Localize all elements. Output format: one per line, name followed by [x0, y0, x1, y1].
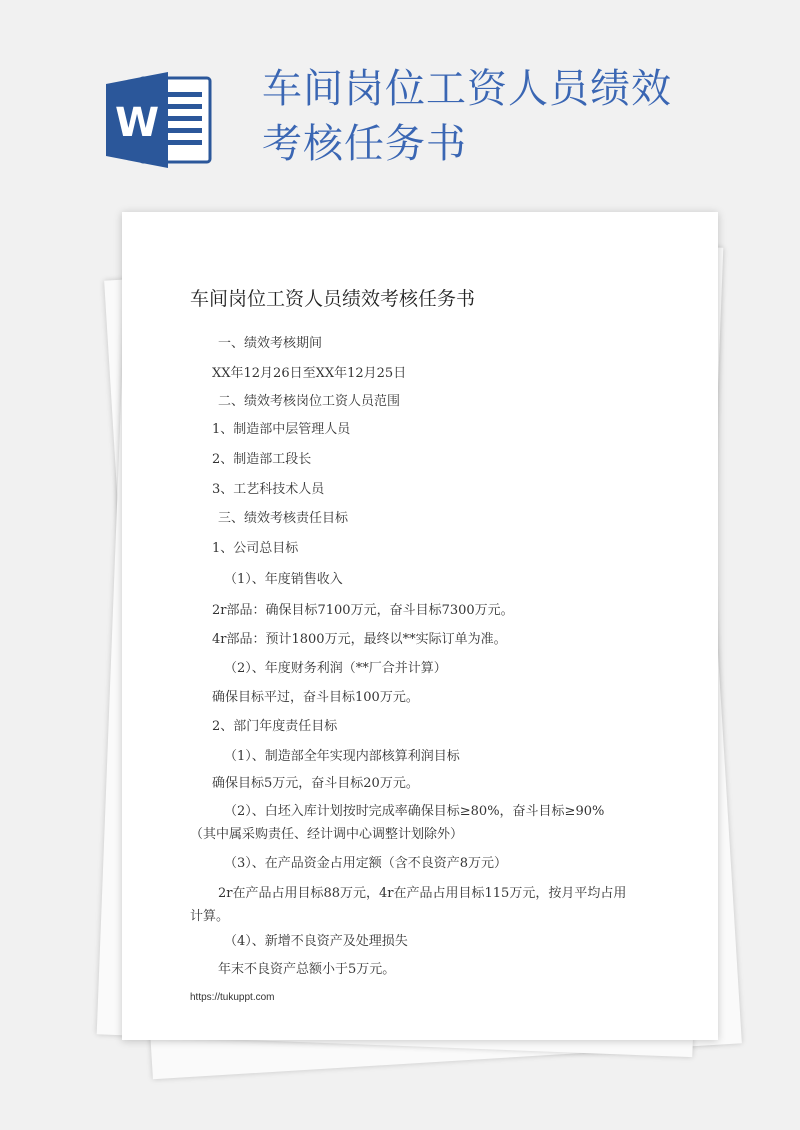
word-document-icon	[106, 72, 214, 168]
document-line: XX年12月26日至XX年12月25日	[212, 366, 407, 381]
document-line: 年末不良资产总额小于5万元。	[218, 962, 396, 977]
document-line: 一、绩效考核期间	[218, 336, 323, 351]
document-line: 三、绩效考核责任目标	[218, 511, 349, 526]
document-line: （1）、制造部全年实现内部核算利润目标	[224, 749, 460, 764]
document-line: 2、制造部工段长	[212, 452, 312, 467]
document-line: （2）、白坯入库计划按时完成率确保目标≥80%，奋斗目标≥90%（其中属采购责任、经计调中心调整计划除外）	[190, 804, 605, 842]
document-line: 3、工艺科技术人员	[212, 482, 325, 497]
document-line: 1、公司总目标	[212, 541, 299, 556]
footer-url: https://tukuppt.com	[190, 992, 275, 1003]
document-line: 二、绩效考核岗位工资人员范围	[218, 394, 401, 409]
document-line: 确保目标平过，奋斗目标100万元。	[212, 690, 419, 705]
document-line: 4r部品：预计1800万元，最终以**实际订单为准。	[212, 632, 507, 647]
document-line: （1）、年度销售收入	[224, 572, 343, 587]
header-title-line1: 车间岗位工资人员绩效	[262, 66, 672, 112]
header-title	[262, 62, 782, 172]
document-line: 2r在产品占用目标88万元，4r在产品占用目标115万元，按月平均占用计算。	[190, 886, 627, 924]
document-line: （3）、在产品资金占用定额（含不良资产8万元）	[224, 856, 508, 871]
document-page	[122, 212, 718, 1040]
document-line: （2）、年度财务利润（**厂合并计算）	[224, 661, 447, 676]
document-line: （4）、新增不良资产及处理损失	[224, 934, 408, 949]
document-line: 确保目标5万元，奋斗目标20万元。	[212, 776, 419, 791]
document-title: 车间岗位工资人员绩效考核任务书	[190, 288, 476, 310]
header-title-line2: 考核任务书	[262, 121, 467, 167]
word-icon-letter: W	[114, 100, 160, 146]
document-line: 2、部门年度责任目标	[212, 719, 338, 734]
document-line: 2r部品：确保目标7100万元，奋斗目标7300万元。	[212, 603, 514, 618]
document-line: 1、制造部中层管理人员	[212, 422, 351, 437]
